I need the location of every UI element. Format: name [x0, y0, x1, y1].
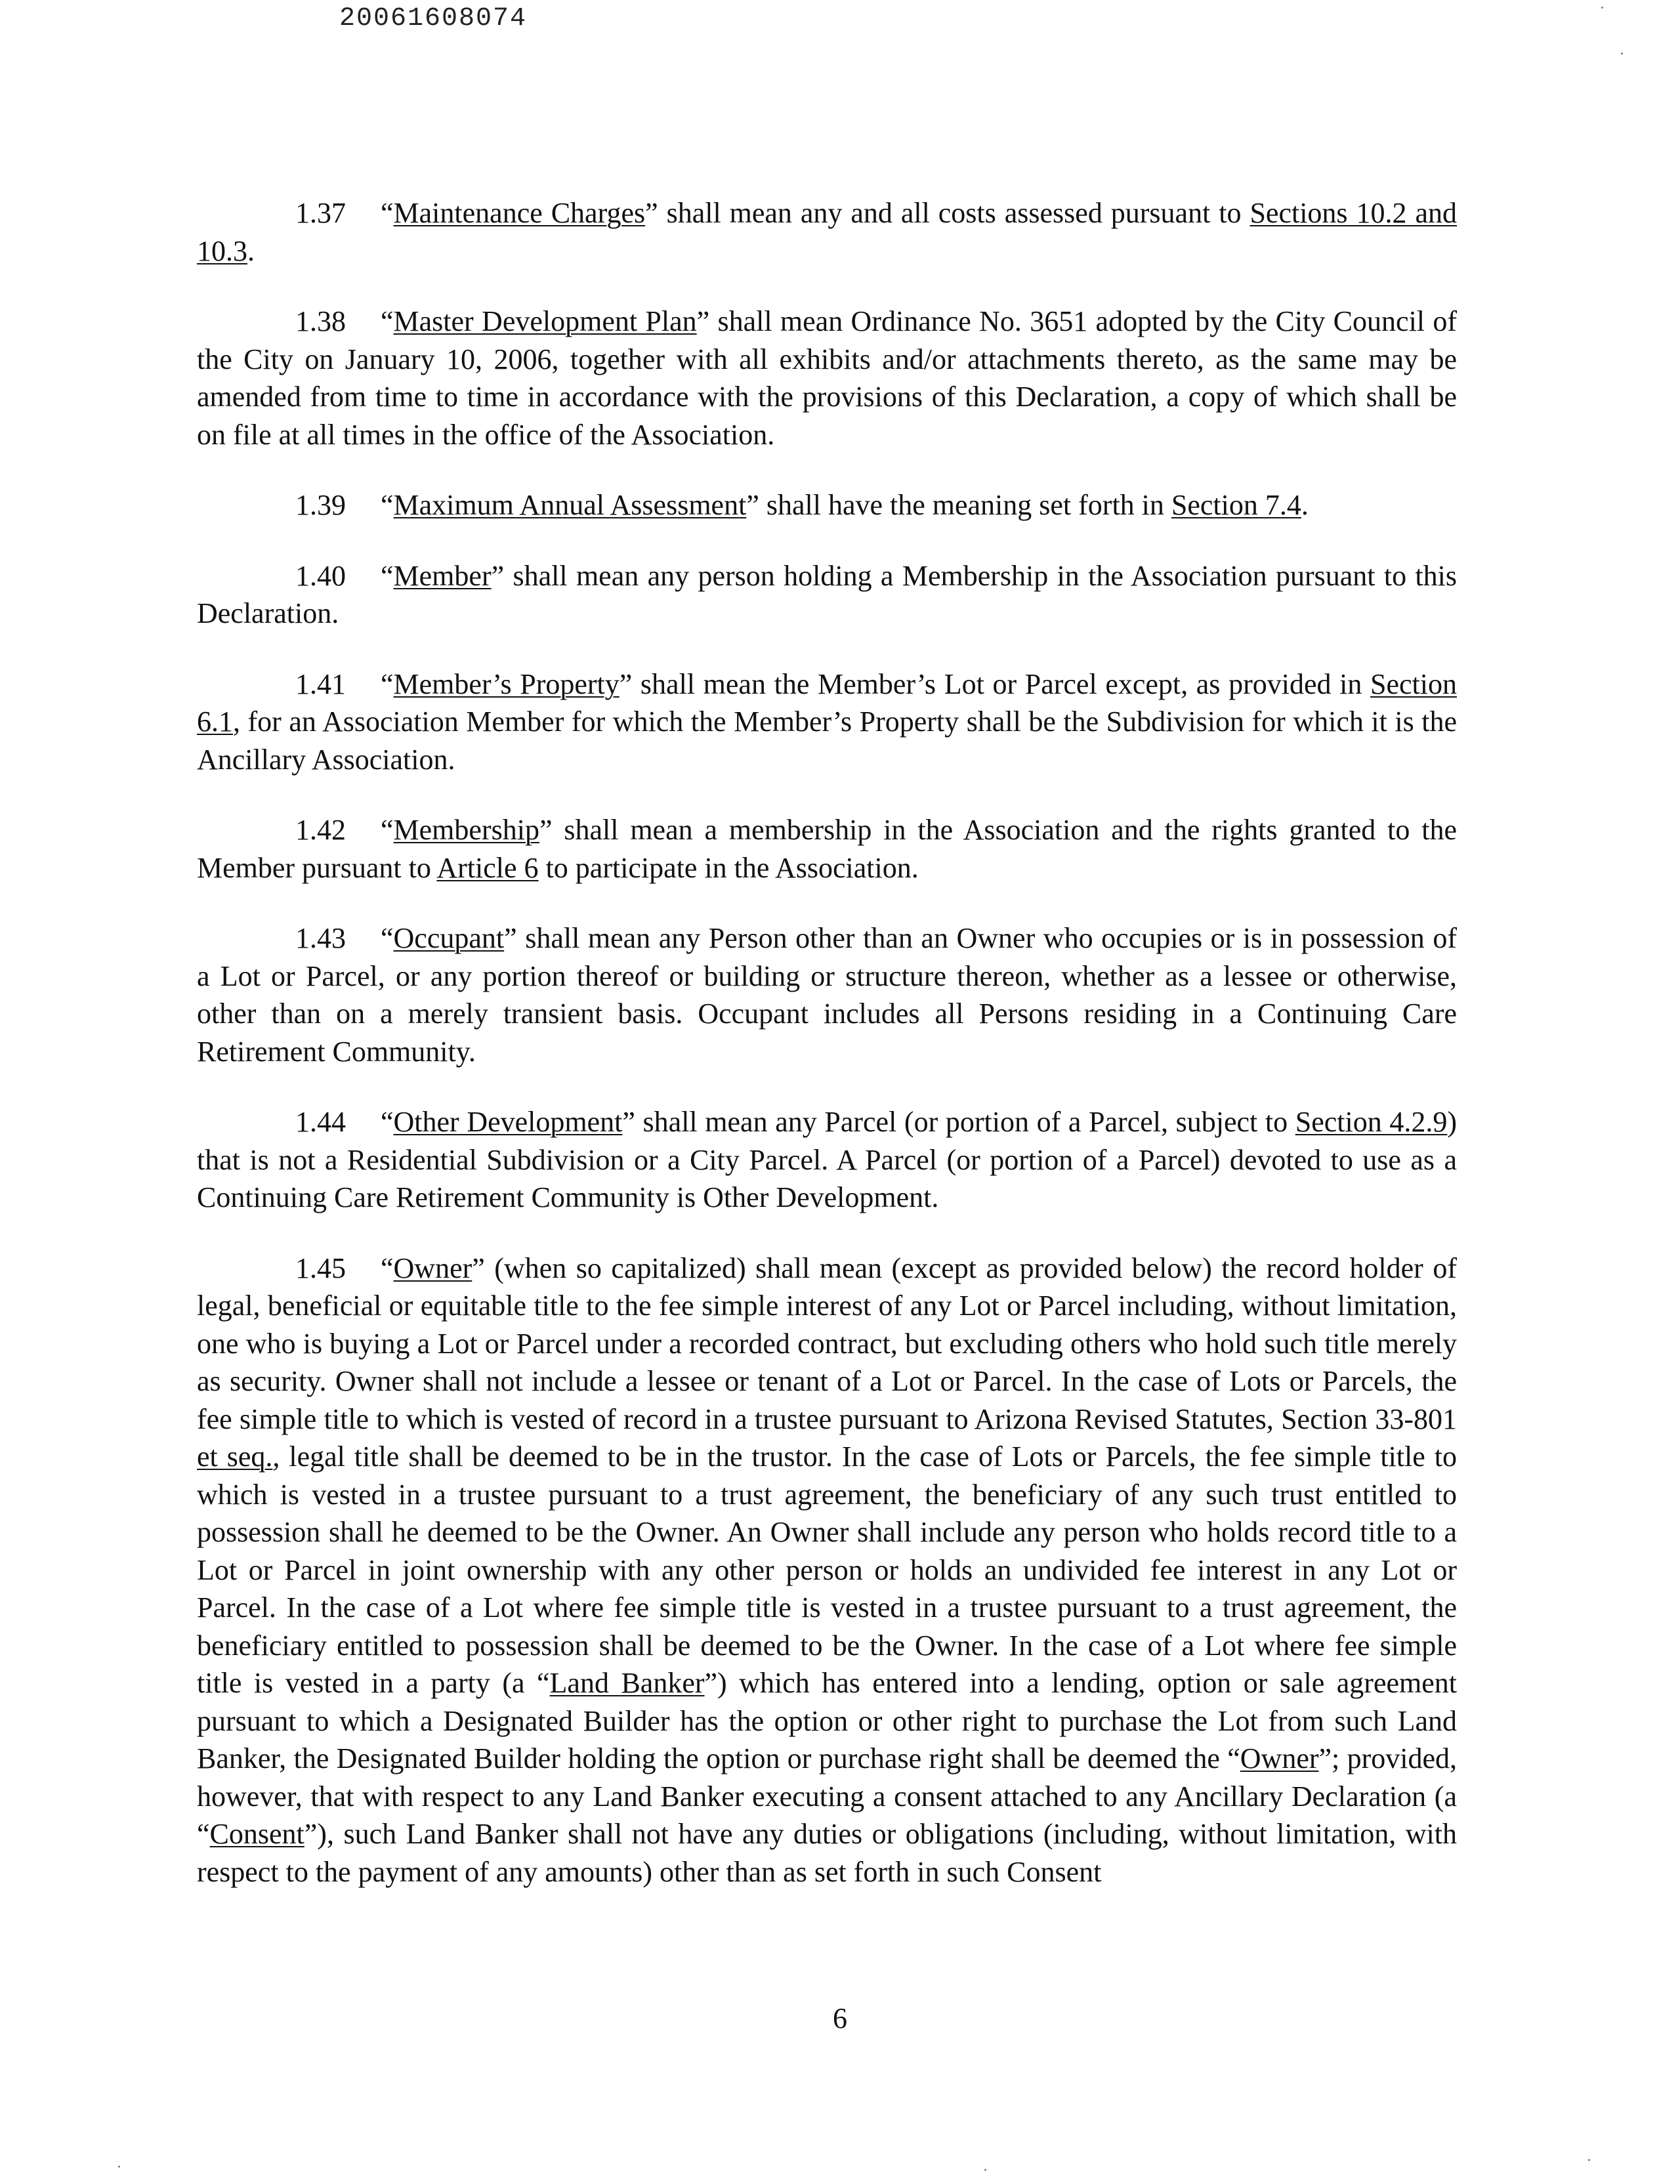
cross-reference: Section 7.4 [1171, 489, 1301, 521]
scan-speck [1588, 2159, 1590, 2161]
defined-term: Maximum Annual Assessment [393, 489, 747, 521]
section-text: ” shall mean any and all costs assessed pursuant to [645, 197, 1250, 229]
latin-term: et seq. [197, 1440, 273, 1473]
section-text: ”; provided, however, that with respect to any Land Banker executing a consent attached to any Ancillary Declaration (a “ [197, 1742, 1457, 1850]
section-text: ”), such Land Banker shall not have any duties or obligations (including, without limitation, with respect to the payment of any amounts) other than as set forth in such Consent [197, 1818, 1457, 1888]
section-number: 1.37 [295, 197, 346, 229]
section-text: ” shall mean the Member’s Lot or Parcel except, as provided in [619, 667, 1371, 700]
section-text: ”) which has entered into a lending, option or sale agreement pursuant to which a Designated Builder has the option or other right to purchase the Lot from such Land Banker, the Designated Builder holding the option or purchase right shall be deemed the “ [197, 1667, 1458, 1774]
section-number: 1.40 [295, 559, 346, 592]
section-1-44: 1.44 “Other Development” shall mean any Parcel (or portion of a Parcel, subject to Section 4.2.9) that is not a Residential Subdivision or a City Parcel. A Parcel (or portion of a Parcel) devoted to use as a Continuing Care Retirement Community is Other Development. [197, 1103, 1457, 1217]
section-text: to participate in the Association. [538, 851, 919, 884]
cross-reference: Article 6 [436, 851, 539, 884]
document-body [197, 194, 1457, 1923]
section-text: , legal title shall be deemed to be in the trustor. In the case of Lots or Parcels, the fee simple title to which is vested in a trustee pursuant to a trust agreement, the beneficiary of any such trust entitled to possession shall he deemed to be the Owner. An Owner shall include any person who holds record title to a Lot or Parcel in joint ownership with any other person or holds an undivided fee interest in any Lot or Parcel. In the case of a Lot where fee simple title is vested in a trustee pursuant to a trust agreement, the beneficiary entitled to possession shall be deemed to be the Owner. In the case of a Lot where fee simple title is vested in a party (a “ [197, 1440, 1457, 1699]
defined-term: Owner [393, 1251, 472, 1284]
section-text: ” shall mean a membership in the Association and the rights granted to the Member pursuant to [197, 814, 1457, 884]
section-number: 1.42 [295, 814, 346, 846]
defined-term: Master Development Plan [393, 305, 697, 337]
section-1-43: 1.43 “Occupant” shall mean any Person other than an Owner who occupies or is in possession of a Lot or Parcel, or any portion thereof or building or structure thereon, whether as a lessee or otherwise, other than on a merely transient basis. Occupant includes all Persons residing in a Continuing Care Retirement Community. [197, 919, 1457, 1070]
defined-term: Consent [209, 1818, 304, 1850]
scan-speck [118, 2166, 120, 2168]
section-text: ” shall mean any Person other than an Owner who occupies or is in possession of a Lot or Parcel, or any portion thereof or building or structure thereon, whether as a lessee or otherwise, other than on a merely transient basis. Occupant includes all Persons residing in a Continuing Care Retirement Community. [197, 922, 1457, 1068]
section-1-45: 1.45 “Owner” (when so capitalized) shall mean (except as provided below) the record holder of legal, beneficial or equitable title to the fee simple interest of any Lot or Parcel including, without limitation, one who is buying a Lot or Parcel under a recorded contract, but excluding others who hold such title merely as security. Owner shall not include a lessee or tenant of a Lot or Parcel. In the case of Lots or Parcels, the fee simple title to which is vested of record in a trustee pursuant to Arizona Revised Statutes, Section 33-801 et seq., legal title shall be deemed to be in the trustor. In the case of Lots or Parcels, the fee simple title to which is vested in a trustee pursuant to a trust agreement, the beneficiary of any such trust entitled to possession shall he deemed to be the Owner. An Owner shall include any person who holds record title to a Lot or Parcel in joint ownership with any other person or holds an undivided fee interest in any Lot or Parcel. In the case of a Lot where fee simple title is vested in a trustee pursuant to a trust agreement, the beneficiary entitled to possession shall be deemed to be the Owner. In the case of a Lot where fee simple title is vested in a party (a “Land Banker”) which has entered into a lending, option or sale agreement pursuant to which a Designated Builder has the option or other right to purchase the Lot from such Land Banker, the Designated Builder holding the option or purchase right shall be deemed the “Owner”; provided, however, that with respect to any Land Banker executing a consent attached to any Ancillary Declaration (a “Consent”), such Land Banker shall not have any duties or obligations (including, without limitation, with respect to the payment of any amounts) other than as set forth in such Consent [197, 1250, 1457, 1891]
section-text: , for an Association Member for which the Member’s Property shall be the Subdivision for which it is the Ancillary Association. [197, 705, 1457, 776]
cross-reference: Section 6.1 [197, 667, 1457, 738]
scan-speck [1601, 7, 1603, 9]
defined-term: Maintenance Charges [393, 197, 646, 229]
defined-term: Other Development [393, 1106, 623, 1138]
section-text: ” shall mean any Parcel (or portion of a Parcel, subject to [622, 1106, 1295, 1138]
section-1-39: 1.39 “Maximum Annual Assessment” shall have the meaning set forth in Section 7.4. [197, 486, 1457, 524]
section-number: 1.39 [295, 489, 346, 521]
defined-term: Membership [393, 814, 539, 846]
section-text: ” shall mean any person holding a Membership in the Association pursuant to this Declaration. [197, 559, 1457, 629]
scan-speck [984, 2169, 986, 2171]
section-text: ” (when so capitalized) shall mean (except as provided below) the record holder of legal, beneficial or equitable title to the fee simple interest of any Lot or Parcel including, without limitation, one who is buying a Lot or Parcel under a recorded contract, but excluding others who hold such title merely as security. Owner shall not include a lessee or tenant of a Lot or Parcel. In the case of Lots or Parcels, the fee simple title to which is vested of record in a trustee pursuant to Arizona Revised Statutes, Section 33-801 [197, 1251, 1457, 1435]
section-1-40: 1.40 “Member” shall mean any person holding a Membership in the Association pursuant to this Declaration. [197, 557, 1457, 633]
defined-term: Owner [1240, 1742, 1319, 1774]
section-number: 1.41 [295, 667, 346, 700]
section-text: ” shall mean Ordinance No. 3651 adopted by the City Council of the City on January 10, 2006, together with all exhibits and/or attachments thereto, as the same may be amended from time to time in accordance with the provisions of this Declaration, a copy of which shall be on file at all times in the office of the Association. [197, 305, 1457, 451]
section-number: 1.38 [295, 305, 346, 337]
page-number: 6 [833, 2002, 847, 2034]
defined-term: Member [393, 559, 492, 592]
section-1-41: 1.41 “Member’s Property” shall mean the Member’s Lot or Parcel except, as provided in Section 6.1, for an Association Member for which the Member’s Property shall be the Subdivision for which it is the Ancillary Association. [197, 665, 1457, 779]
recording-number: 20061608074 [339, 4, 528, 33]
section-text: . [1301, 489, 1309, 521]
scan-speck [1621, 52, 1623, 54]
defined-term: Occupant [393, 922, 505, 954]
defined-term: Member’s Property [393, 667, 620, 700]
section-text: . [247, 234, 255, 267]
section-text: ) that is not a Residential Subdivision or a City Parcel. A Parcel (or portion of a Parcel) devoted to use as a Continuing Care Retirement Community is Other Development. [197, 1106, 1458, 1213]
section-1-37: 1.37 “Maintenance Charges” shall mean any and all costs assessed pursuant to Sections 10.2 and 10.3. [197, 194, 1457, 270]
defined-term: Land Banker [549, 1667, 705, 1699]
section-number: 1.45 [295, 1251, 346, 1284]
section-number: 1.44 [295, 1106, 346, 1138]
cross-reference: Sections 10.2 and 10.3 [197, 197, 1457, 267]
cross-reference: Section 4.2.9 [1295, 1106, 1448, 1138]
section-1-38: 1.38 “Master Development Plan” shall mean Ordinance No. 3651 adopted by the City Council of the City on January 10, 2006, together with all exhibits and/or attachments thereto, as the same may be amended from time to time in accordance with the provisions of this Declaration, a copy of which shall be on file at all times in the office of the Association. [197, 303, 1457, 453]
section-1-42: 1.42 “Membership” shall mean a membership in the Association and the rights granted to the Member pursuant to Article 6 to participate in the Association. [197, 811, 1457, 887]
section-number: 1.43 [295, 922, 346, 954]
section-text: ” shall have the meaning set forth in [746, 489, 1171, 521]
